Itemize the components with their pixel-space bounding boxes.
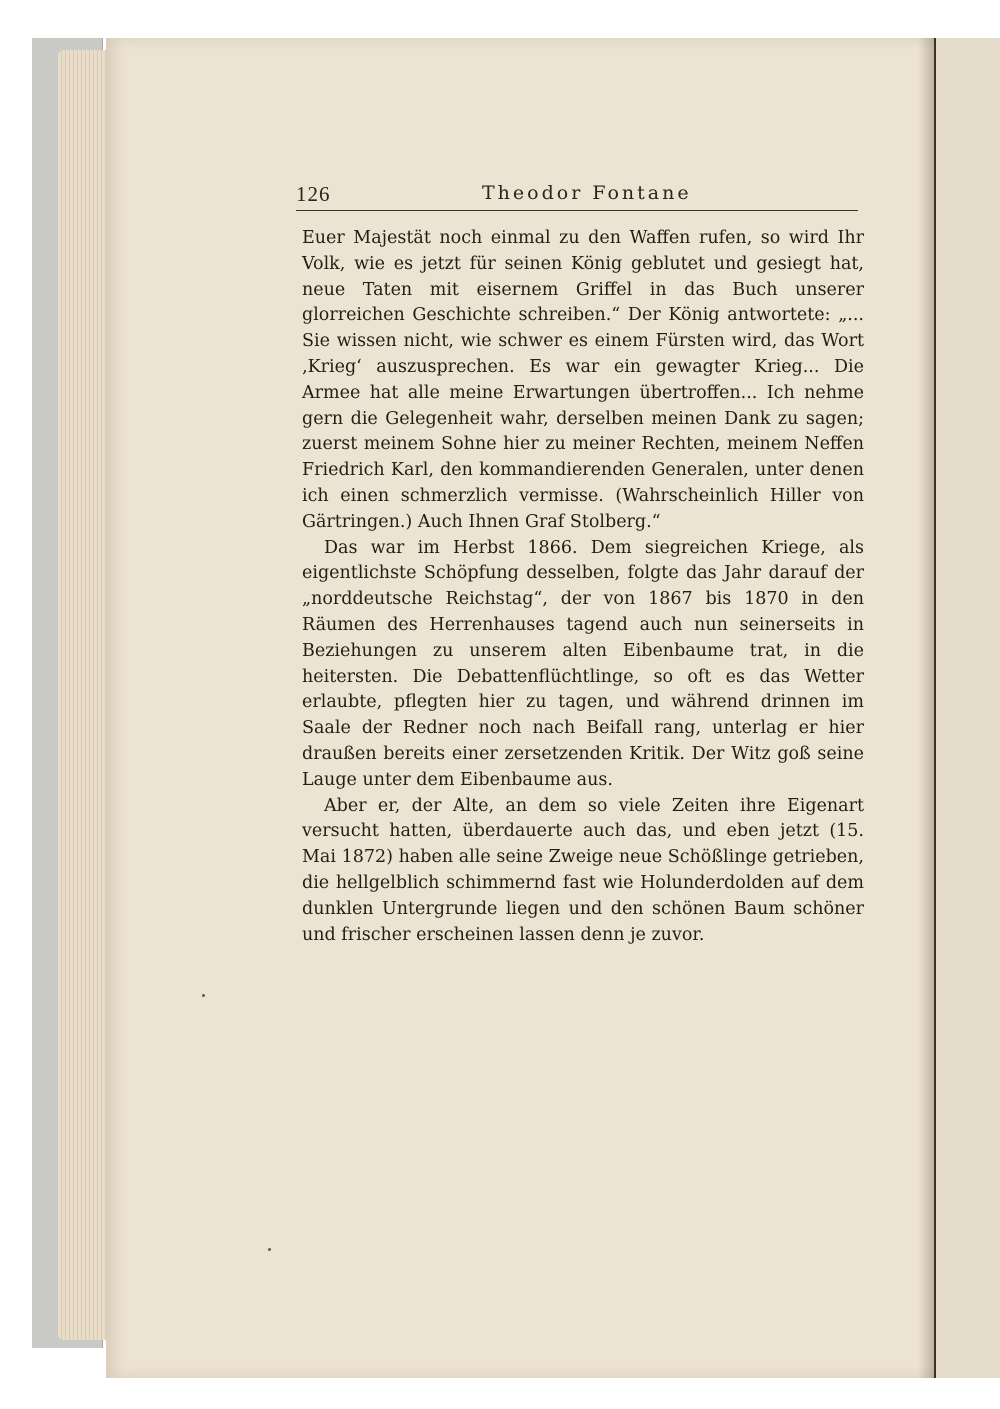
paper-speck (202, 994, 205, 997)
paragraph-2: Das war im Herbst 1866. Dem siegreichen Kriege, als eigentlichste Schöpfung desselben, folgte das Jahr darauf der „norddeutsche Reichstag“, der von 1867 bis 1870 in den Räumen des Herrenhauses tagend auch nun seinerseits in Beziehungen zu unserem alten Eibenbaume trat, in die heitersten. Die Debattenflüchtlinge, so oft es das Wetter erlaubte, pflegten hier zu tagen, und während drinnen im Saale der Redner noch nach Beifall rang, unterlag er hier draußen bereits einer zersetzenden Kritik. Der Witz goß seine Lauge unter dem Eibenbaume aus. (302, 537, 864, 790)
paragraph-3: Aber er, der Alte, an dem so viele Zeiten ihre Eigenart versucht hatten, überdauerte auch das, und eben jetzt (15. Mai 1872) haben alle seine Zweige neue Schößlinge getrieben, die hellgelblich schimmernd fast wie Holunderdolden auf dem dunklen Untergrunde liegen und den schönen Baum schöner und frischer erscheinen lassen denn je zuvor. (302, 795, 864, 945)
page-header (296, 180, 858, 210)
facing-page-edge (934, 38, 1000, 1378)
header-rule (296, 210, 858, 211)
page-number: 126 (296, 182, 331, 206)
paper-speck (268, 1248, 271, 1251)
paragraph-1: Euer Majestät noch einmal zu den Waffen rufen, so wird Ihr Volk, wie es jetzt für seinen König geblutet und gesiegt hat, neue Taten mit eisernem Griffel in das Buch unserer glorreichen Geschichte schreiben.“ Der König antwortete: „... Sie wissen nicht, wie schwer es einem Fürsten wird, das Wort ‚Krieg‘ auszusprechen. Es war ein gewagter Krieg... Die Armee hat alle meine Erwartungen übertroffen... Ich nehme gern die Gelegenheit wahr, derselben meinen Dank zu sagen; zuerst meinem Sohne hier zu meiner Rechten, meinem Neffen Friedrich Karl, den kommandierenden Generalen, unter denen ich einen schmerzlich vermisse. (Wahrscheinlich Hiller von Gärtringen.) Auch Ihnen Graf Stolberg.“ (302, 228, 864, 532)
running-title: Theodor Fontane (482, 182, 692, 204)
body-text (302, 226, 864, 948)
gutter-shadow (918, 38, 934, 1378)
